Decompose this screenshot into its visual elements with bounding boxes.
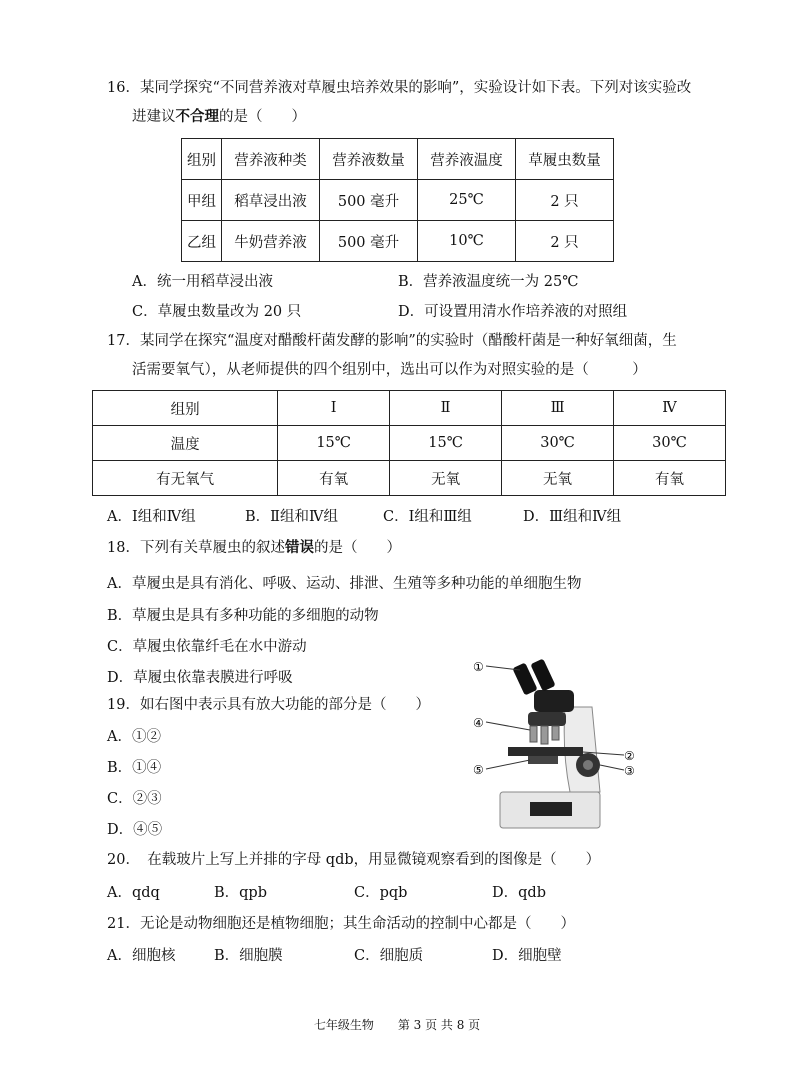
- table-cell: 乙组: [182, 221, 222, 262]
- q17-stem-line2: 活需要氧气），从老师提供的四个组别中，选出可以作为对照实验的是（ ）: [132, 362, 647, 378]
- table-cell: 2 只: [516, 180, 614, 221]
- table-cell: 25℃: [418, 180, 516, 221]
- table-cell: 甲组: [182, 180, 222, 221]
- q16-stem-part3: 的是（ ）: [219, 109, 306, 125]
- q19-stem: 19．如右图中表示具有放大功能的部分是（ ）: [107, 697, 430, 713]
- q19-option-b: B．①④: [107, 760, 162, 776]
- q20-stem: 20． 在载玻片上写上并排的字母 qdb，用显微镜观察看到的图像是（ ）: [107, 852, 601, 868]
- q17-stem-line1: 17．某同学在探究“温度对醋酸杆菌发酵的影响”的实验时（醋酸杆菌是一种好氧细菌，生: [107, 333, 677, 349]
- table-cell: 500 毫升: [320, 221, 418, 262]
- table-cell: 30℃: [614, 426, 726, 461]
- q17-table: [92, 390, 726, 496]
- q16-option-a: A．统一用稻草浸出液: [132, 274, 273, 290]
- q20-option-d: D．qdb: [492, 885, 546, 901]
- table-cell: 15℃: [390, 426, 502, 461]
- table-cell: 稻草浸出液: [222, 180, 320, 221]
- table-header-cell: Ⅰ: [278, 391, 390, 426]
- figure-label: ③: [624, 764, 635, 778]
- q18-option-c: C．草履虫依靠纤毛在水中游动: [107, 639, 307, 655]
- table-cell: 有氧: [278, 461, 390, 496]
- q19-option-a: A．①②: [107, 729, 161, 745]
- q18-option-b: B．草履虫是具有多种功能的多细胞的动物: [107, 608, 379, 624]
- table-row: [93, 461, 726, 496]
- q21-option-c: C．细胞质: [354, 948, 424, 964]
- q16-option-c: C．草履虫数量改为 20 只: [132, 304, 302, 320]
- table-header-cell: 营养液温度: [418, 139, 516, 180]
- table-header-row: [182, 139, 614, 180]
- q17-option-a: A．Ⅰ组和Ⅳ组: [107, 509, 196, 525]
- table-header-row: [93, 391, 726, 426]
- q18-option-d: D．草履虫依靠表膜进行呼吸: [107, 670, 293, 686]
- q18-stem-emphasis: 错误: [284, 539, 314, 556]
- table-cell: 无氧: [502, 461, 614, 496]
- table-header-cell: Ⅳ: [614, 391, 726, 426]
- q16-stem-line2: [132, 107, 306, 127]
- q16-option-d: D．可设置用清水作培养液的对照组: [398, 304, 628, 320]
- table-cell: 有无氧气: [93, 461, 278, 496]
- q18-stem: [107, 538, 401, 558]
- q16-table: [181, 138, 614, 262]
- table-cell: 有氧: [614, 461, 726, 496]
- table-cell: 无氧: [390, 461, 502, 496]
- figure-label: ①: [473, 660, 484, 674]
- table-header-cell: 营养液种类: [222, 139, 320, 180]
- q16-stem-emphasis: 不合理: [175, 108, 219, 125]
- q21-option-d: D．细胞壁: [492, 948, 562, 964]
- table-cell: 500 毫升: [320, 180, 418, 221]
- q20-option-a: A．qdq: [107, 885, 160, 901]
- figure-label: ⑤: [473, 763, 484, 777]
- q21-option-a: A．细胞核: [107, 948, 176, 964]
- q18-option-a: A．草履虫是具有消化、呼吸、运动、排泄、生殖等多种功能的单细胞生物: [107, 576, 582, 592]
- table-header-cell: 组别: [93, 391, 278, 426]
- table-header-cell: Ⅲ: [502, 391, 614, 426]
- q16-stem-line1: 16．某同学探究“不同营养液对草履虫培养效果的影响”，实验设计如下表。下列对该实验改: [107, 80, 692, 96]
- table-header-cell: Ⅱ: [390, 391, 502, 426]
- microscope-figure: [470, 652, 640, 832]
- figure-label: ②: [624, 749, 635, 763]
- table-cell: 10℃: [418, 221, 516, 262]
- table-header-cell: 组别: [182, 139, 222, 180]
- q17-option-d: D．Ⅲ组和Ⅳ组: [523, 509, 622, 525]
- table-cell: 牛奶营养液: [222, 221, 320, 262]
- q19-option-d: D．④⑤: [107, 822, 163, 838]
- q17-option-b: B．Ⅱ组和Ⅳ组: [245, 509, 338, 525]
- table-header-cell: 营养液数量: [320, 139, 418, 180]
- q21-option-b: B．细胞膜: [214, 948, 283, 964]
- q19-option-c: C．②③: [107, 791, 162, 807]
- q20-option-b: B．qpb: [214, 885, 268, 901]
- q18-stem-part3: 的是（ ）: [313, 540, 401, 556]
- q17-option-c: C．Ⅰ组和Ⅲ组: [383, 509, 472, 525]
- q18-stem-part1: 18．下列有关草履虫的叙述: [107, 540, 285, 556]
- table-cell: 30℃: [502, 426, 614, 461]
- microscope-illustration: [470, 652, 640, 832]
- table-row: [182, 221, 614, 262]
- table-row: [182, 180, 614, 221]
- table-cell: 15℃: [278, 426, 390, 461]
- table-header-cell: 草履虫数量: [516, 139, 614, 180]
- q20-option-c: C．pqb: [354, 885, 408, 901]
- page-footer: 七年级生物 第 3 页 共 8 页: [313, 1018, 481, 1032]
- table-row: [93, 426, 726, 461]
- table-cell: 2 只: [516, 221, 614, 262]
- table-cell: 温度: [93, 426, 278, 461]
- q21-stem: 21．无论是动物细胞还是植物细胞；其生命活动的控制中心都是（ ）: [107, 916, 575, 932]
- figure-label: ④: [473, 716, 484, 730]
- q16-option-b: B．营养液温度统一为 25℃: [398, 274, 579, 290]
- q16-stem-part1: 进建议: [132, 109, 176, 125]
